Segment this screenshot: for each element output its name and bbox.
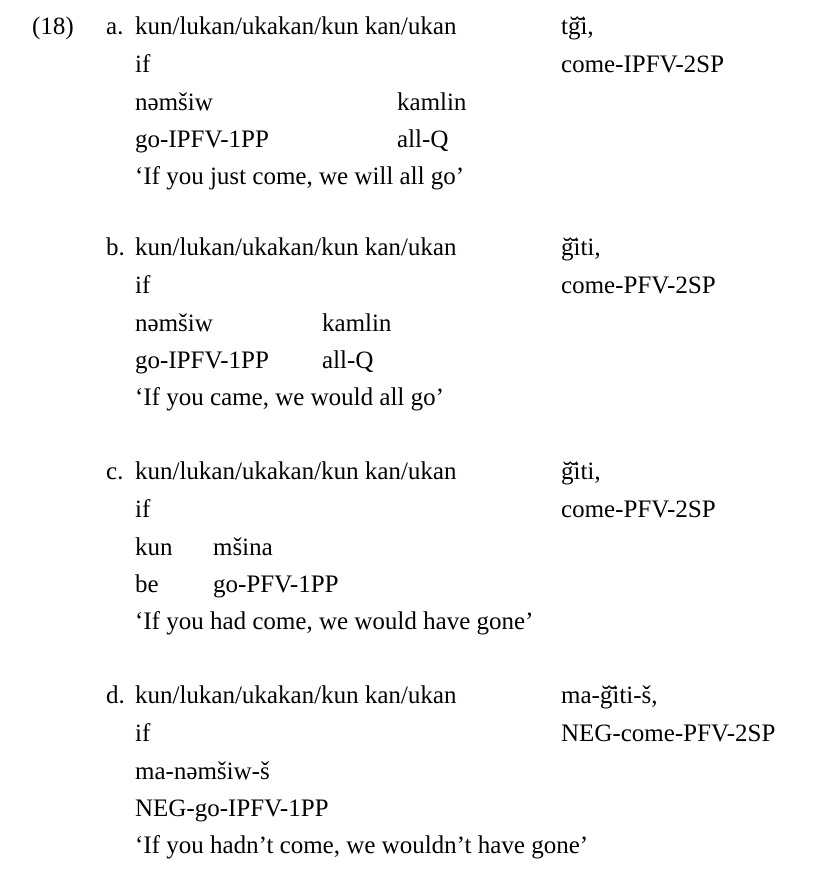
gloss-verb: NEG-go-IPFV-1PP [135, 795, 329, 822]
gloss-verb: go-IPFV-1PP [135, 126, 269, 153]
quantifier-word: kamlin [322, 310, 392, 337]
example-number: (18) [32, 13, 74, 40]
example-letter: c. [106, 458, 124, 485]
example-letter: d. [106, 682, 125, 709]
gloss-quantifier: all-Q [397, 126, 449, 153]
translation: ‘If you hadn’t come, we wouldn’t have gone’ [135, 832, 589, 859]
example-letter: b. [106, 234, 125, 261]
gloss-verb: come-IPFV-2SP [561, 51, 724, 78]
gloss-auxiliary: be [135, 571, 159, 598]
conjunction-line: kun/lukan/ukakan/kun kan/ukan [135, 13, 457, 40]
example-letter: a. [106, 13, 124, 40]
gloss-if: if [135, 272, 151, 299]
gloss-verb: come-PFV-2SP [561, 496, 716, 523]
quantifier-word: kamlin [397, 89, 467, 116]
gloss-verb: go-IPFV-1PP [135, 347, 269, 374]
verb-form: ma-ğ̆iti-š, [561, 682, 658, 709]
verb-form: nəmšiw [135, 310, 213, 337]
verb-form: mšina [213, 534, 273, 561]
verb-form: ğ̆iti, [561, 458, 601, 485]
conjunction-line: kun/lukan/ukakan/kun kan/ukan [135, 458, 457, 485]
gloss-verb: go-PFV-1PP [213, 571, 339, 598]
verb-form: nəmšiw [135, 89, 213, 116]
gloss-verb: come-PFV-2SP [561, 272, 716, 299]
conjunction-line: kun/lukan/ukakan/kun kan/ukan [135, 234, 457, 261]
auxiliary-word: kun [135, 534, 173, 561]
gloss-if: if [135, 51, 151, 78]
verb-form: ma-nəmšiw-š [135, 758, 270, 785]
verb-form: tğ̆i, [561, 13, 594, 40]
gloss-if: if [135, 496, 151, 523]
gloss-if: if [135, 720, 151, 747]
gloss-quantifier: all-Q [322, 347, 374, 374]
translation: ‘If you had come, we would have gone’ [135, 608, 534, 635]
gloss-verb: NEG-come-PFV-2SP [561, 720, 776, 747]
translation: ‘If you just come, we will all go’ [135, 163, 465, 190]
translation: ‘If you came, we would all go’ [135, 384, 444, 411]
conjunction-line: kun/lukan/ukakan/kun kan/ukan [135, 682, 457, 709]
verb-form: ğ̆iti, [561, 234, 601, 261]
